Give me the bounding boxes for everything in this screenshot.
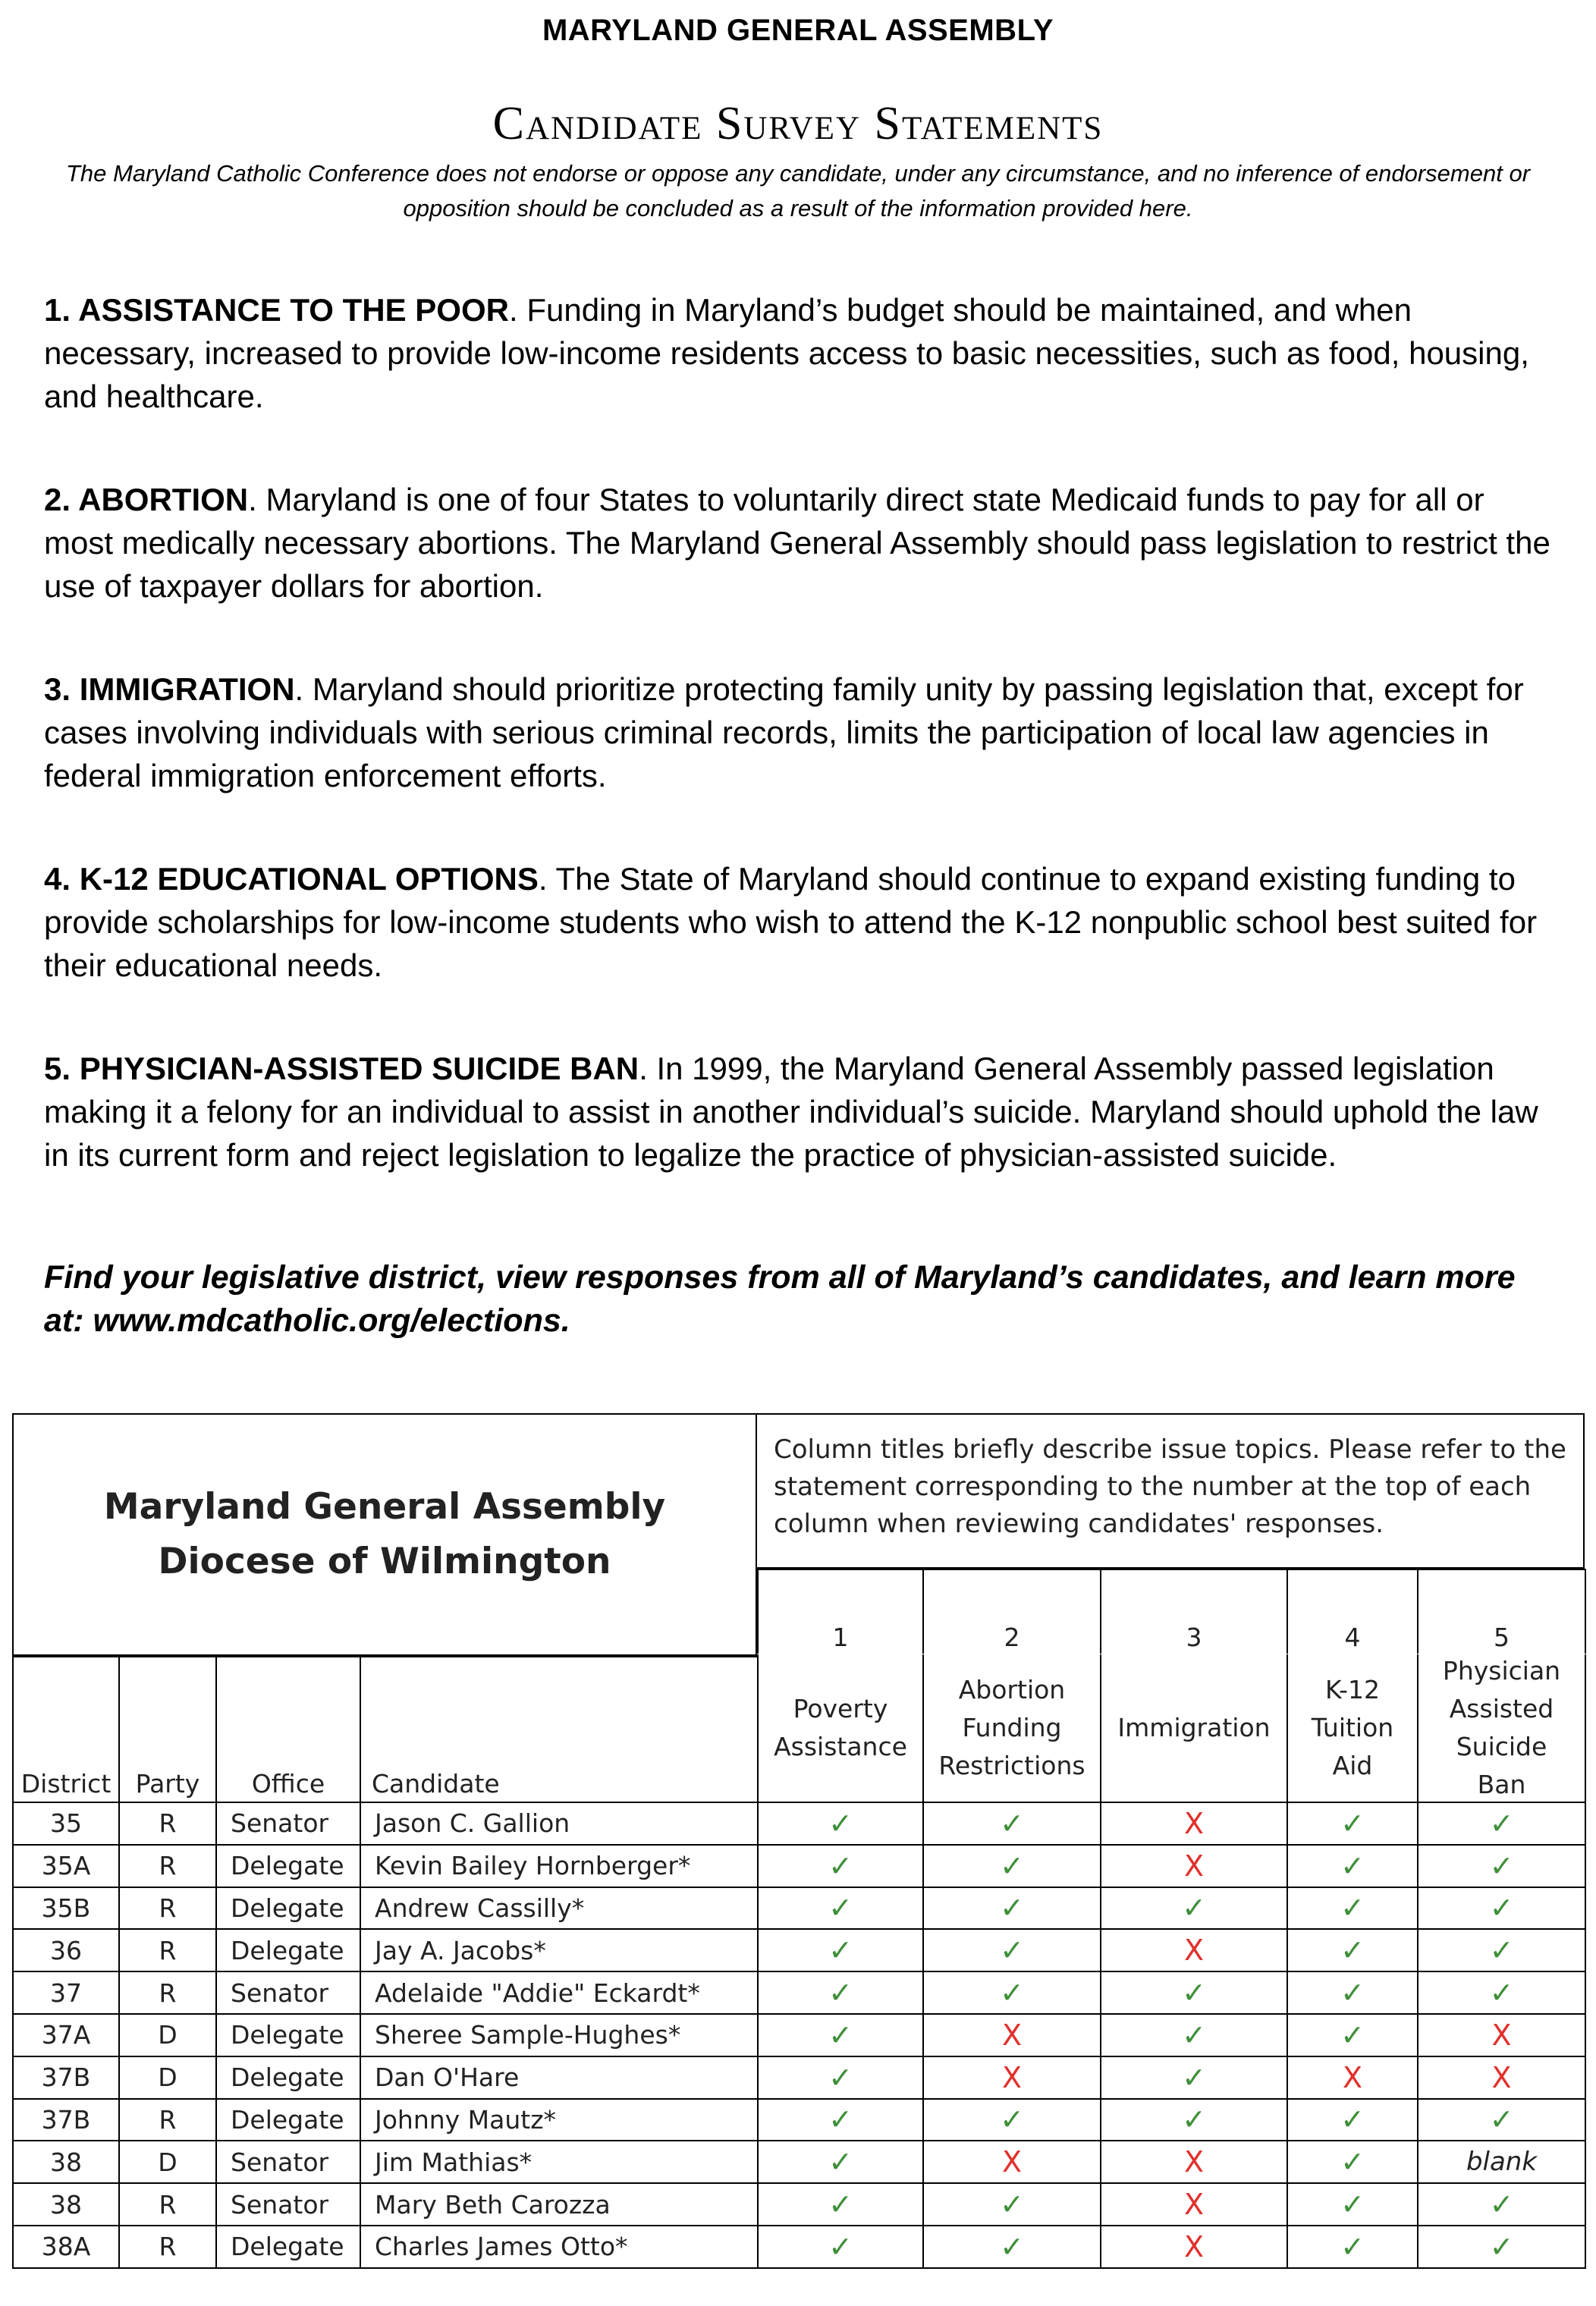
- statement-heading: 3. IMMIGRATION: [44, 671, 295, 707]
- candidate-cell: Mary Beth Carozza: [360, 2182, 759, 2226]
- answer-cell: [922, 2225, 1101, 2269]
- x-icon: X: [1491, 2018, 1512, 2052]
- issue-header-line: Assisted: [1449, 1694, 1554, 1723]
- issue-number-label: 5: [1417, 1569, 1586, 1654]
- issue-header-line: Tuition: [1311, 1713, 1394, 1742]
- party-cell: R: [118, 1802, 217, 1846]
- office-cell: Senator: [215, 2182, 361, 2226]
- answer-cell: [922, 2098, 1101, 2142]
- check-icon: ✓: [1340, 2229, 1365, 2264]
- candidate-cell: Sheree Sample-Hughes*: [360, 2013, 759, 2057]
- issue-header-1: [757, 1654, 924, 1803]
- check-icon: ✓: [828, 1891, 853, 1925]
- answer-cell: [757, 1971, 924, 2015]
- check-icon: ✓: [1340, 2188, 1365, 2222]
- check-icon: ✓: [1489, 2103, 1514, 2137]
- answer-cell: [1417, 1971, 1586, 2015]
- answer-cell: [1100, 2098, 1288, 2142]
- issue-header-line: K-12: [1324, 1675, 1381, 1704]
- answer-cell: [1287, 2056, 1418, 2100]
- answer-cell: [1287, 2013, 1418, 2057]
- answer-cell: [1100, 2225, 1288, 2269]
- candidate-cell: Adelaide "Addie" Eckardt*: [360, 1971, 759, 2015]
- answer-cell: [1287, 1844, 1418, 1888]
- district-cell: 37B: [12, 2098, 120, 2142]
- check-icon: ✓: [828, 1806, 853, 1840]
- check-icon: ✓: [1000, 1976, 1024, 2010]
- candidate-cell: Dan O'Hare: [360, 2056, 759, 2100]
- candidate-cell: Johnny Mautz*: [360, 2098, 759, 2142]
- check-icon: ✓: [828, 1976, 853, 2010]
- check-icon: ✓: [1489, 1934, 1514, 1968]
- check-icon: ✓: [1182, 2060, 1206, 2094]
- answer-cell: [1417, 2098, 1586, 2142]
- answer-cell: [922, 1802, 1101, 1846]
- table-title-line1: Maryland General Assembly: [103, 1486, 666, 1528]
- answer-cell: [1287, 2140, 1418, 2184]
- candidate-cell: Andrew Cassilly*: [360, 1887, 759, 1931]
- x-icon: X: [1001, 2145, 1023, 2179]
- check-icon: ✓: [828, 1934, 853, 1968]
- answer-cell: [922, 2056, 1101, 2100]
- column-header-candidate: Candidate: [360, 1656, 759, 1803]
- answer-cell: [922, 1928, 1101, 1972]
- check-icon: ✓: [1000, 2229, 1024, 2264]
- party-cell: R: [118, 1971, 217, 2015]
- disclaimer: The Maryland Catholic Conference does not endorse or oppose any candidate, under any circumstance, and no inference of endorsement or opposition should be concluded as a result of the information provided here.: [65, 160, 1531, 221]
- answer-cell: [922, 1844, 1101, 1888]
- answer-cell: [1287, 1802, 1418, 1846]
- candidate-cell: Jim Mathias*: [360, 2140, 759, 2184]
- column-header-office: Office: [215, 1656, 361, 1803]
- answer-cell: [1100, 1802, 1288, 1846]
- district-cell: 35B: [12, 1887, 120, 1931]
- x-icon: X: [1001, 2060, 1023, 2094]
- issue-header-4: [1287, 1654, 1418, 1803]
- party-cell: D: [118, 2140, 217, 2184]
- party-cell: R: [118, 2182, 217, 2226]
- issue-header-line: Abortion: [958, 1675, 1066, 1704]
- party-cell: R: [118, 2225, 217, 2269]
- office-cell: Senator: [215, 1971, 361, 2015]
- issue-header-5: [1417, 1654, 1586, 1803]
- district-cell: 36: [12, 1928, 120, 1972]
- answer-cell: [1100, 1844, 1288, 1888]
- check-icon: ✓: [1182, 1976, 1206, 2010]
- answer-cell: [757, 1844, 924, 1888]
- answer-cell: [1287, 2182, 1418, 2226]
- check-icon: ✓: [1000, 2103, 1024, 2137]
- answer-cell: [1100, 2182, 1288, 2226]
- office-cell: Delegate: [215, 2098, 361, 2142]
- statement-heading: 2. ABORTION: [44, 482, 249, 517]
- district-cell: 35A: [12, 1844, 120, 1888]
- table-title-line2: Diocese of Wilmington: [158, 1541, 611, 1582]
- office-cell: Delegate: [215, 2013, 361, 2057]
- answer-cell: [1287, 2098, 1418, 2142]
- page-header: MARYLAND GENERAL ASSEMBLY: [542, 14, 1054, 47]
- statement-body: . Maryland should prioritize protecting family unity by passing legislation that, except for cases involving individuals with serious criminal records, limits the participation of local law agencies in federal immigration enforcement efforts.: [44, 671, 1524, 793]
- check-icon: ✓: [828, 1849, 853, 1883]
- column-header-district: District: [12, 1656, 120, 1803]
- issue-header-line: Poverty: [793, 1694, 888, 1723]
- x-icon: X: [1183, 2229, 1205, 2264]
- answer-cell: [757, 2225, 924, 2269]
- issue-header-line: Physician: [1442, 1656, 1561, 1686]
- check-icon: ✓: [1000, 1806, 1024, 1840]
- table-title-cell: [12, 1413, 757, 1656]
- check-icon: ✓: [1340, 1891, 1365, 1925]
- answer-cell: [1287, 1887, 1418, 1931]
- check-icon: ✓: [828, 2018, 853, 2052]
- check-icon: ✓: [1182, 2018, 1206, 2052]
- candidate-cell: Kevin Bailey Hornberger*: [360, 1844, 759, 1888]
- check-icon: ✓: [1000, 1934, 1024, 1968]
- answer-cell: [1417, 2056, 1586, 2100]
- statement-body: . The State of Maryland should continue to expand existing funding to provide scholarships for low-income students who wish to attend the K-12 nonpublic school best suited for their educational needs.: [44, 861, 1538, 983]
- page-title: Candidate Survey Statements: [492, 98, 1104, 149]
- check-icon: ✓: [1000, 2188, 1024, 2222]
- party-cell: D: [118, 2056, 217, 2100]
- check-icon: ✓: [1340, 1849, 1365, 1883]
- party-cell: R: [118, 1844, 217, 1888]
- x-icon: X: [1183, 1806, 1205, 1840]
- district-cell: 37B: [12, 2056, 120, 2100]
- x-icon: X: [1342, 2060, 1363, 2094]
- party-cell: R: [118, 2098, 217, 2142]
- answer-cell: [757, 2013, 924, 2057]
- district-cell: 38A: [12, 2225, 120, 2269]
- check-icon: ✓: [1340, 1976, 1365, 2010]
- answer-cell: [1417, 2225, 1586, 2269]
- district-cell: 38: [12, 2182, 120, 2226]
- statement-5: [44, 1047, 1561, 1177]
- x-icon: X: [1183, 1934, 1205, 1968]
- footer-note: Find your legislative district, view responses from all of Maryland’s candidates, and learn more at: www.mdcatholic.org/elections.: [44, 1259, 1516, 1339]
- answer-cell: [922, 2182, 1101, 2226]
- issue-header-line: Restrictions: [938, 1751, 1085, 1780]
- district-cell: 35: [12, 1802, 120, 1846]
- answer-cell: [757, 2140, 924, 2184]
- party-cell: D: [118, 2013, 217, 2057]
- x-icon: X: [1491, 2060, 1512, 2094]
- party-cell: R: [118, 1887, 217, 1931]
- district-cell: 37: [12, 1971, 120, 2015]
- check-icon: ✓: [828, 2229, 853, 2264]
- answer-cell: [1100, 1887, 1288, 1931]
- candidate-cell: Jason C. Gallion: [360, 1802, 759, 1846]
- check-icon: ✓: [1489, 1806, 1514, 1840]
- answer-cell: [1417, 2182, 1586, 2226]
- answer-cell: [757, 1928, 924, 1972]
- office-cell: Delegate: [215, 1844, 361, 1888]
- district-cell: 38: [12, 2140, 120, 2184]
- statement-body: . In 1999, the Maryland General Assembly passed legislation making it a felony for an individual to assist in another individual’s suicide. Maryland should uphold the law in its current form and reject legislation to legalize the practice of physician-assisted suicide.: [44, 1051, 1538, 1173]
- table-note-cell: Column titles briefly describe issue topics. Please refer to the statement corresponding to the number at the top of each column when reviewing candidates' responses.: [756, 1413, 1585, 1569]
- answer-cell: [1417, 1802, 1586, 1846]
- answer-cell: [757, 2182, 924, 2226]
- statement-heading: 4. K-12 EDUCATIONAL OPTIONS: [44, 861, 539, 897]
- answer-cell: [1417, 2140, 1586, 2184]
- x-icon: X: [1001, 2018, 1023, 2052]
- district-cell: 37A: [12, 2013, 120, 2057]
- answer-cell: [757, 2056, 924, 2100]
- column-header-party: Party: [118, 1656, 217, 1803]
- answer-cell: [1417, 2013, 1586, 2057]
- check-icon: ✓: [1000, 1849, 1024, 1883]
- issue-header-3: [1100, 1654, 1288, 1803]
- office-cell: Delegate: [215, 1887, 361, 1931]
- x-icon: X: [1183, 1849, 1205, 1883]
- issue-number-label: 2: [922, 1569, 1101, 1654]
- answer-cell: [1417, 1887, 1586, 1931]
- answer-cell: [1417, 1844, 1586, 1888]
- answer-cell: [922, 2013, 1101, 2057]
- office-cell: Delegate: [215, 1928, 361, 1972]
- check-icon: ✓: [1489, 2188, 1514, 2222]
- issue-header-line: Funding: [962, 1713, 1062, 1742]
- statements-list: [44, 288, 1561, 1236]
- check-icon: ✓: [1340, 2018, 1365, 2052]
- answer-cell: [1100, 2013, 1288, 2057]
- check-icon: ✓: [1489, 1891, 1514, 1925]
- answer-cell: [922, 1887, 1101, 1931]
- answer-cell: [757, 1802, 924, 1846]
- answer-cell: [757, 2098, 924, 2142]
- x-icon: X: [1183, 2145, 1205, 2179]
- statement-heading: 1. ASSISTANCE TO THE POOR: [44, 292, 509, 328]
- candidate-cell: Charles James Otto*: [360, 2225, 759, 2269]
- issue-number-label: 3: [1100, 1569, 1288, 1654]
- answer-cell: [1100, 2140, 1288, 2184]
- issue-header-line: Suicide: [1456, 1732, 1547, 1761]
- answer-cell: [1287, 1928, 1418, 1972]
- issue-number-label: 1: [757, 1569, 924, 1654]
- check-icon: ✓: [1340, 1934, 1365, 1968]
- x-icon: X: [1183, 2188, 1205, 2222]
- check-icon: ✓: [828, 2188, 853, 2222]
- answer-cell: [1100, 2056, 1288, 2100]
- answer-cell: [1287, 1971, 1418, 2015]
- statement-body: . Maryland is one of four States to voluntarily direct state Medicaid funds to pay for all or most medically necessary abortions. The Maryland General Assembly should pass legislation to restrict the use of taxpayer dollars for abortion.: [44, 482, 1550, 604]
- check-icon: ✓: [1182, 1891, 1206, 1925]
- check-icon: ✓: [1340, 1806, 1365, 1840]
- blank-answer: blank: [1466, 2147, 1538, 2178]
- check-icon: ✓: [828, 2103, 853, 2137]
- office-cell: Delegate: [215, 2225, 361, 2269]
- issue-header-line: Aid: [1332, 1751, 1373, 1780]
- check-icon: ✓: [828, 2060, 853, 2094]
- issue-header-line: Ban: [1477, 1770, 1526, 1799]
- check-icon: ✓: [1489, 1849, 1514, 1883]
- statement-heading: 5. PHYSICIAN-ASSISTED SUICIDE BAN: [44, 1051, 639, 1086]
- answer-cell: [1100, 1928, 1288, 1972]
- statement-3: [44, 668, 1561, 797]
- party-cell: R: [118, 1928, 217, 1972]
- answer-cell: [1287, 2225, 1418, 2269]
- check-icon: ✓: [1182, 2103, 1206, 2137]
- issue-number-label: 4: [1287, 1569, 1418, 1654]
- issue-header-2: [922, 1654, 1101, 1803]
- statement-2: [44, 478, 1561, 608]
- statement-4: [44, 857, 1561, 987]
- answer-cell: [1417, 1928, 1586, 1972]
- answer-cell: [1100, 1971, 1288, 2015]
- check-icon: ✓: [1340, 2103, 1365, 2137]
- check-icon: ✓: [1489, 2229, 1514, 2264]
- survey-table: [12, 1413, 1585, 2289]
- issue-header-line: Immigration: [1117, 1713, 1271, 1742]
- answer-cell: [922, 2140, 1101, 2184]
- statement-body: . Funding in Maryland’s budget should be maintained, and when necessary, increased to provide low-income residents access to basic necessities, such as food, housing, and healthcare.: [44, 292, 1529, 414]
- office-cell: Senator: [215, 2140, 361, 2184]
- check-icon: ✓: [828, 2145, 853, 2179]
- statement-1: [44, 288, 1561, 418]
- check-icon: ✓: [1489, 1976, 1514, 2010]
- answer-cell: [757, 1887, 924, 1931]
- office-cell: Senator: [215, 1802, 361, 1846]
- check-icon: ✓: [1340, 2145, 1365, 2179]
- answer-cell: [922, 1971, 1101, 2015]
- issue-header-line: Assistance: [774, 1732, 907, 1761]
- office-cell: Delegate: [215, 2056, 361, 2100]
- candidate-cell: Jay A. Jacobs*: [360, 1928, 759, 1972]
- check-icon: ✓: [1000, 1891, 1024, 1925]
